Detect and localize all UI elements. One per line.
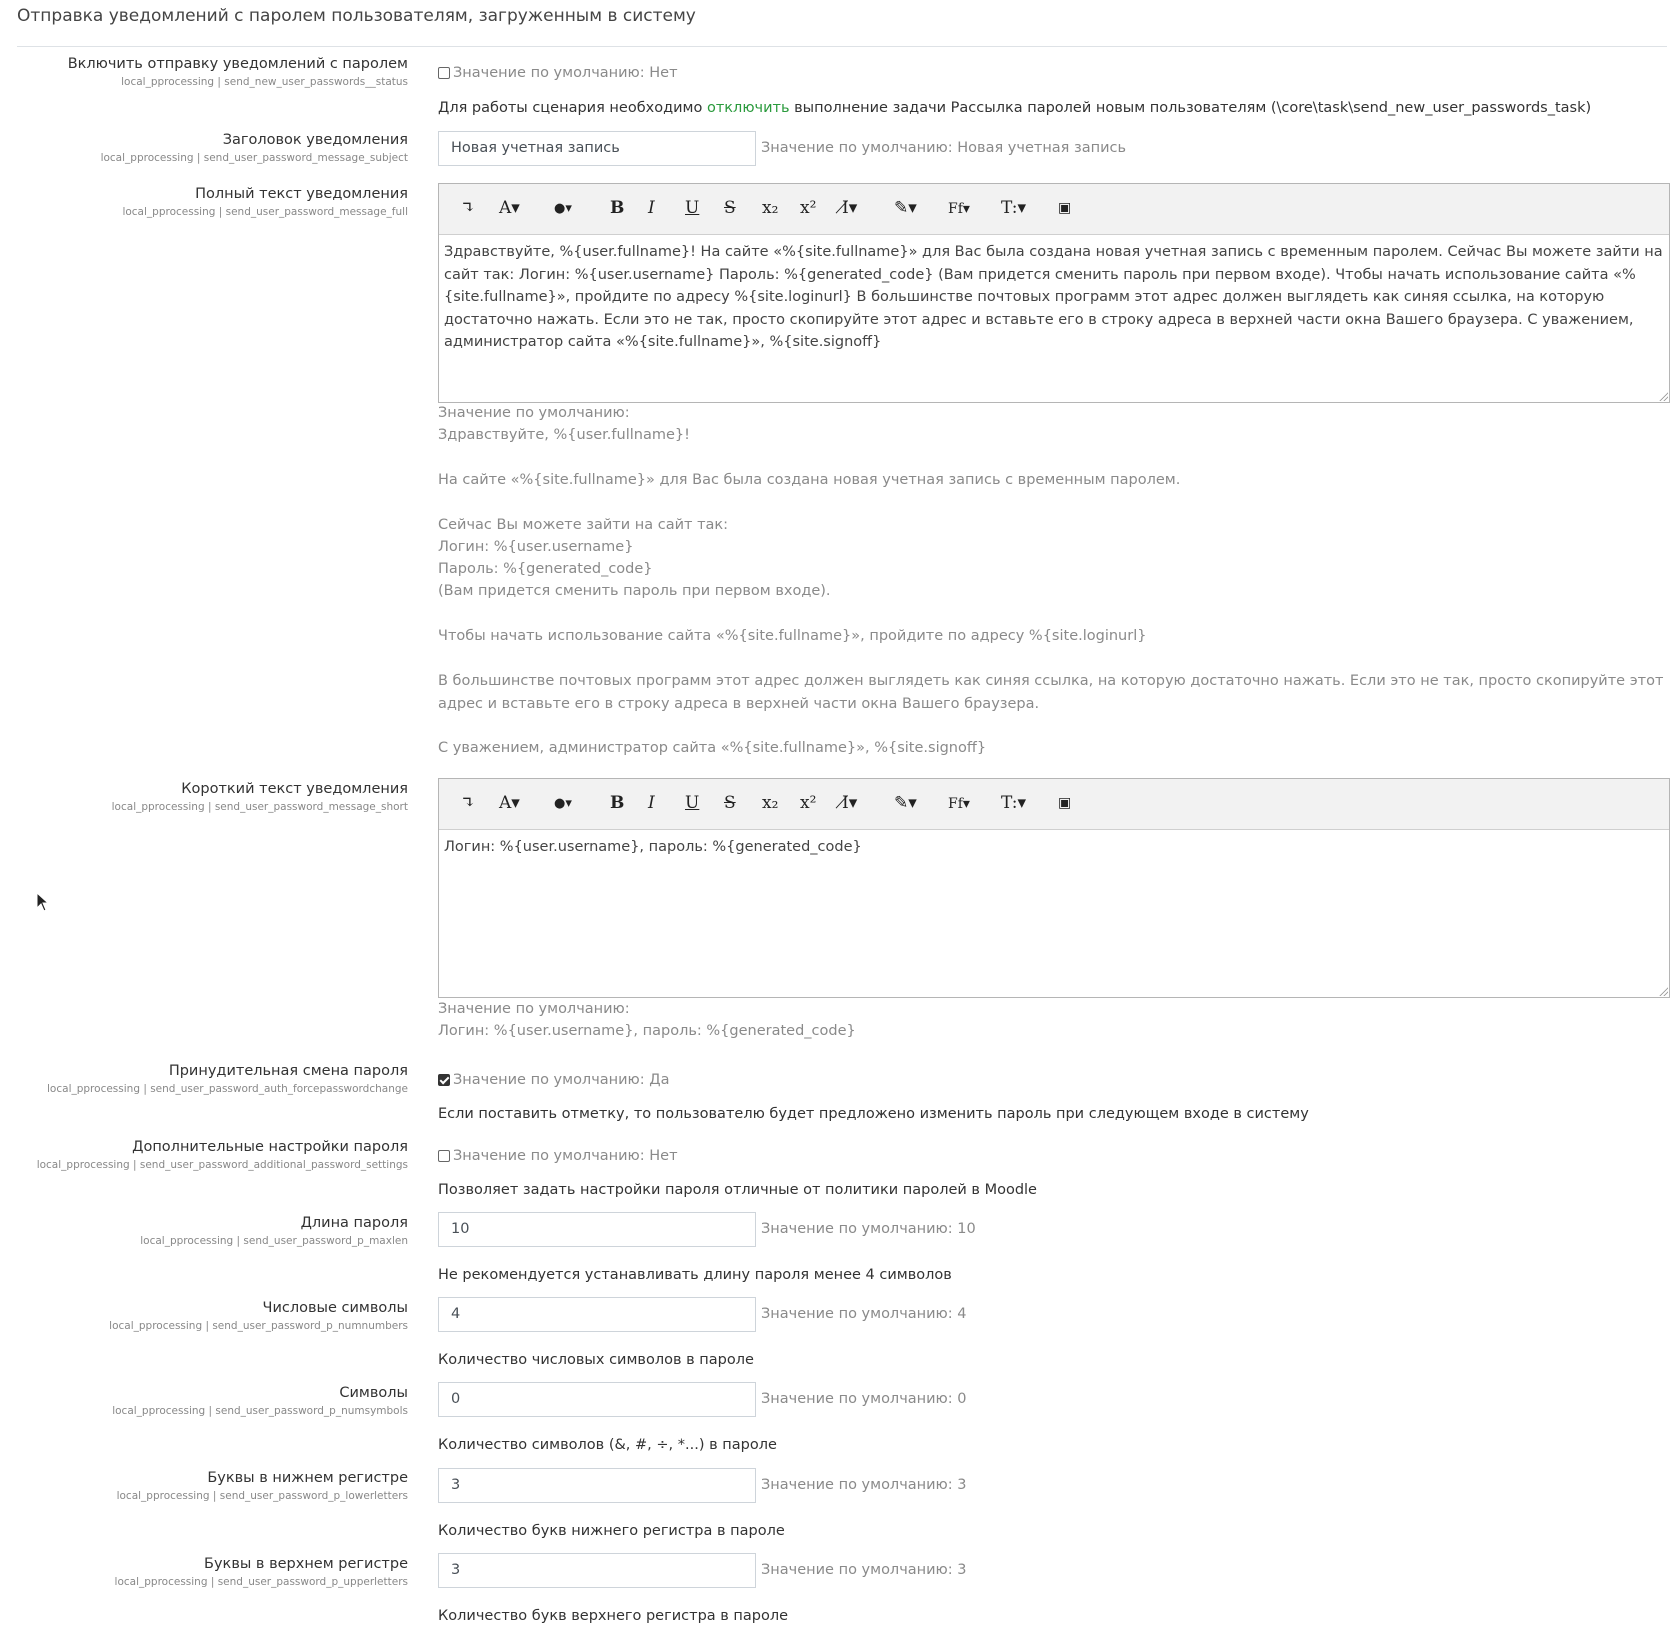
additional-checkbox[interactable] (438, 1150, 450, 1162)
default-line: (Вам придется сменить пароль при первом входе). (438, 583, 831, 599)
html-icon[interactable]: ▣ (1058, 795, 1072, 811)
setting-label-maxlen (140, 1214, 408, 1249)
html-icon[interactable]: ▣ (1058, 200, 1072, 216)
setting-key: local_pprocessing | send_user_password_p_lowerletters (116, 1490, 408, 1502)
setting-key: local_pprocessing | send_user_password_additional_password_settings (36, 1159, 408, 1171)
superscript-icon[interactable]: x² (800, 198, 817, 218)
mouse-cursor-icon (36, 892, 50, 912)
italic-icon[interactable]: I (648, 793, 655, 813)
force-row (438, 1069, 669, 1088)
default-line: С уважением, администратор сайта «%{site.fullname}», %{site.signoff} (438, 740, 987, 756)
font-family-icon[interactable]: Ff▾ (948, 796, 970, 812)
setting-key: local_pprocessing | send_user_password_p_upperletters (114, 1576, 408, 1588)
desc-suffix: выполнение задачи Рассылка паролей новым пользователям (\core\task\send_new_user_passwords_task) (789, 100, 1592, 116)
numsymbols-input[interactable]: 0 (438, 1382, 756, 1417)
maxlen-input[interactable]: 10 (438, 1212, 756, 1247)
default-value: Значение по умолчанию: 0 (761, 1391, 967, 1407)
setting-key: local_pprocessing | send_user_password_p_numnumbers (109, 1320, 408, 1332)
setting-key: local_pprocessing | send_user_password_auth_forcepasswordchange (47, 1083, 408, 1095)
short-text-area[interactable]: Логин: %{user.username}, пароль: %{generated_code} (444, 839, 862, 855)
highlight-icon[interactable]: ●▾ (554, 796, 572, 811)
font-family-icon[interactable]: Ff▾ (948, 201, 970, 217)
default-value: Значение по умолчанию: 3 (761, 1562, 967, 1578)
strikethrough-icon[interactable]: S (724, 793, 736, 813)
setting-title: Принудительная смена пароля (168, 1063, 408, 1079)
font-color-icon[interactable]: A▾ (499, 198, 520, 218)
setting-description: Количество символов (&, #, ÷, *...) в пароле (438, 1437, 777, 1453)
upperletters-input[interactable]: 3 (438, 1553, 756, 1588)
setting-label-additional (37, 1138, 408, 1173)
undo-icon[interactable]: ↴ (461, 793, 476, 813)
default-value: Значение по умолчанию: Нет (453, 65, 678, 81)
default-value: Значение по умолчанию: 3 (761, 1477, 967, 1493)
default-title: Значение по умолчанию: (438, 405, 630, 421)
page-title: Отправка уведомлений с паролем пользователям, загруженным в систему (17, 6, 696, 26)
default-value: Логин: %{user.username}, пароль: %{generated_code} (438, 1023, 856, 1039)
setting-title: Длина пароля (300, 1215, 408, 1231)
full-text-editor (438, 183, 1670, 403)
setting-title: Символы (339, 1385, 408, 1401)
default-value: Значение по умолчанию: Да (453, 1072, 670, 1088)
subject-input[interactable]: Новая учетная запись (438, 131, 756, 166)
setting-title: Дополнительные настройки пароля (132, 1139, 408, 1155)
setting-key: local_pprocessing | send_user_password_p_numsymbols (112, 1405, 408, 1417)
setting-label-force (47, 1062, 408, 1097)
desc-prefix: Для работы сценария необходимо (438, 100, 707, 116)
resize-grip[interactable] (1658, 391, 1668, 401)
underline-icon[interactable]: U (685, 793, 700, 813)
font-color-icon[interactable]: A▾ (499, 793, 520, 813)
default-value: Значение по умолчанию: 4 (761, 1306, 967, 1322)
setting-title: Включить отправку уведомлений с паролем (67, 56, 408, 72)
undo-icon[interactable]: ↴ (461, 198, 476, 218)
highlight-icon[interactable]: ●▾ (554, 201, 572, 216)
setting-label-lower (117, 1469, 408, 1504)
brush-icon[interactable]: ✎▾ (894, 793, 917, 813)
setting-label-numsymbols (112, 1384, 408, 1419)
resize-grip[interactable] (1658, 986, 1668, 996)
underline-icon[interactable]: U (685, 198, 700, 218)
default-value: Значение по умолчанию: Новая учетная запись (761, 140, 1127, 156)
default-title: Значение по умолчанию: (438, 1001, 630, 1017)
strikethrough-icon[interactable]: S (724, 198, 736, 218)
enable-checkbox[interactable] (438, 67, 450, 79)
font-size-icon[interactable]: T:▾ (1001, 793, 1026, 813)
brush-icon[interactable]: ✎▾ (894, 198, 917, 218)
clear-format-icon[interactable]: I̸▾ (842, 793, 858, 813)
numnumbers-input[interactable]: 4 (438, 1297, 756, 1332)
title-divider (17, 46, 1667, 47)
italic-icon[interactable]: I (648, 198, 655, 218)
default-line: В большинстве почтовых программ этот адрес должен выглядеть как синяя ссылка, на которую достаточно нажать. Если это не так, просто скопируйте этот адрес и вставьте его в строку адреса в верхней части окна Вашего браузера. (438, 673, 1664, 712)
setting-description: Количество числовых символов в пароле (438, 1352, 754, 1368)
lowerletters-input[interactable]: 3 (438, 1468, 756, 1503)
editor-toolbar (439, 779, 1669, 830)
subscript-icon[interactable]: x₂ (762, 198, 779, 218)
setting-label-upper (115, 1555, 408, 1590)
setting-description: Если поставить отметку, то пользователю будет предложено изменить пароль при следующем входе в систему (438, 1106, 1309, 1122)
default-value: Значение по умолчанию: 10 (761, 1221, 976, 1237)
default-line: Пароль: %{generated_code} (438, 561, 653, 577)
default-line: Сейчас Вы можете зайти на сайт так: (438, 517, 729, 533)
setting-key: local_pprocessing | send_user_password_message_subject (100, 152, 408, 164)
disable-task-link[interactable]: отключить (706, 100, 790, 116)
setting-title: Буквы в нижнем регистре (207, 1470, 408, 1486)
setting-description: Позволяет задать настройки пароля отличные от политики паролей в Moodle (438, 1182, 1037, 1198)
default-line: На сайте «%{site.fullname}» для Вас была создана новая учетная запись с временным паролем. (438, 472, 1181, 488)
setting-key: local_pprocessing | send_user_password_p_maxlen (140, 1235, 408, 1247)
bold-icon[interactable]: B (610, 793, 625, 813)
bold-icon[interactable]: B (610, 198, 625, 218)
clear-format-icon[interactable]: I̸▾ (842, 198, 858, 218)
default-line: Чтобы начать использование сайта «%{site.fullname}», пройдите по адресу %{site.loginurl} (438, 628, 1147, 644)
setting-label-subject (101, 131, 408, 166)
superscript-icon[interactable]: x² (800, 793, 817, 813)
setting-label-enable (68, 55, 408, 90)
setting-title: Полный текст уведомления (195, 186, 408, 202)
full-text-area[interactable]: Здравствуйте, %{user.fullname}! На сайте «%{site.fullname}» для Вас была создана новая учетная запись с временным паролем. Сейчас Вы можете зайти на сайт так: Логин: %{user.username} Пароль: %{generated_code} (Вам придется сменить пароль при первом входе). Чтобы начать использование сайта «%{site.fullname}», пройдите по адресу %{site.loginurl} В большинстве почтовых программ этот адрес должен выглядеть как синяя ссылка, на которую достаточно нажать. Если это не так, просто скопируйте этот адрес и вставьте его в строку адреса в верхней части окна Вашего браузера. С уважением, администратор сайта «%{site.fullname}», %{site.signoff} (444, 244, 1663, 350)
setting-title: Числовые символы (262, 1300, 408, 1316)
editor-toolbar (439, 184, 1669, 235)
setting-description: Количество букв верхнего регистра в пароле (438, 1608, 789, 1624)
setting-description: Количество букв нижнего регистра в пароле (438, 1523, 785, 1539)
default-line: Здравствуйте, %{user.fullname}! (438, 427, 690, 443)
setting-description: Не рекомендуется устанавливать длину пароля менее 4 символов (438, 1267, 952, 1283)
setting-title: Заголовок уведомления (222, 132, 408, 148)
short-text-editor (438, 778, 1670, 998)
default-value: Значение по умолчанию: Нет (453, 1148, 678, 1164)
setting-title: Короткий текст уведомления (181, 781, 408, 797)
default-line: Логин: %{user.username} (438, 539, 634, 555)
force-checkbox[interactable] (438, 1074, 450, 1086)
subscript-icon[interactable]: x₂ (762, 793, 779, 813)
enable-row (438, 62, 678, 81)
setting-key: local_pprocessing | send_user_password_message_full (122, 206, 408, 218)
setting-label-short (112, 780, 408, 815)
additional-row (438, 1145, 678, 1164)
font-size-icon[interactable]: T:▾ (1001, 198, 1026, 218)
setting-key: local_pprocessing | send_user_password_message_short (111, 801, 408, 813)
setting-title: Буквы в верхнем регистре (204, 1556, 408, 1572)
setting-label-numnumbers (109, 1299, 408, 1334)
setting-description (438, 100, 1591, 116)
setting-label-full (122, 185, 408, 220)
setting-key: local_pprocessing | send_new_user_passwords__status (121, 76, 408, 88)
